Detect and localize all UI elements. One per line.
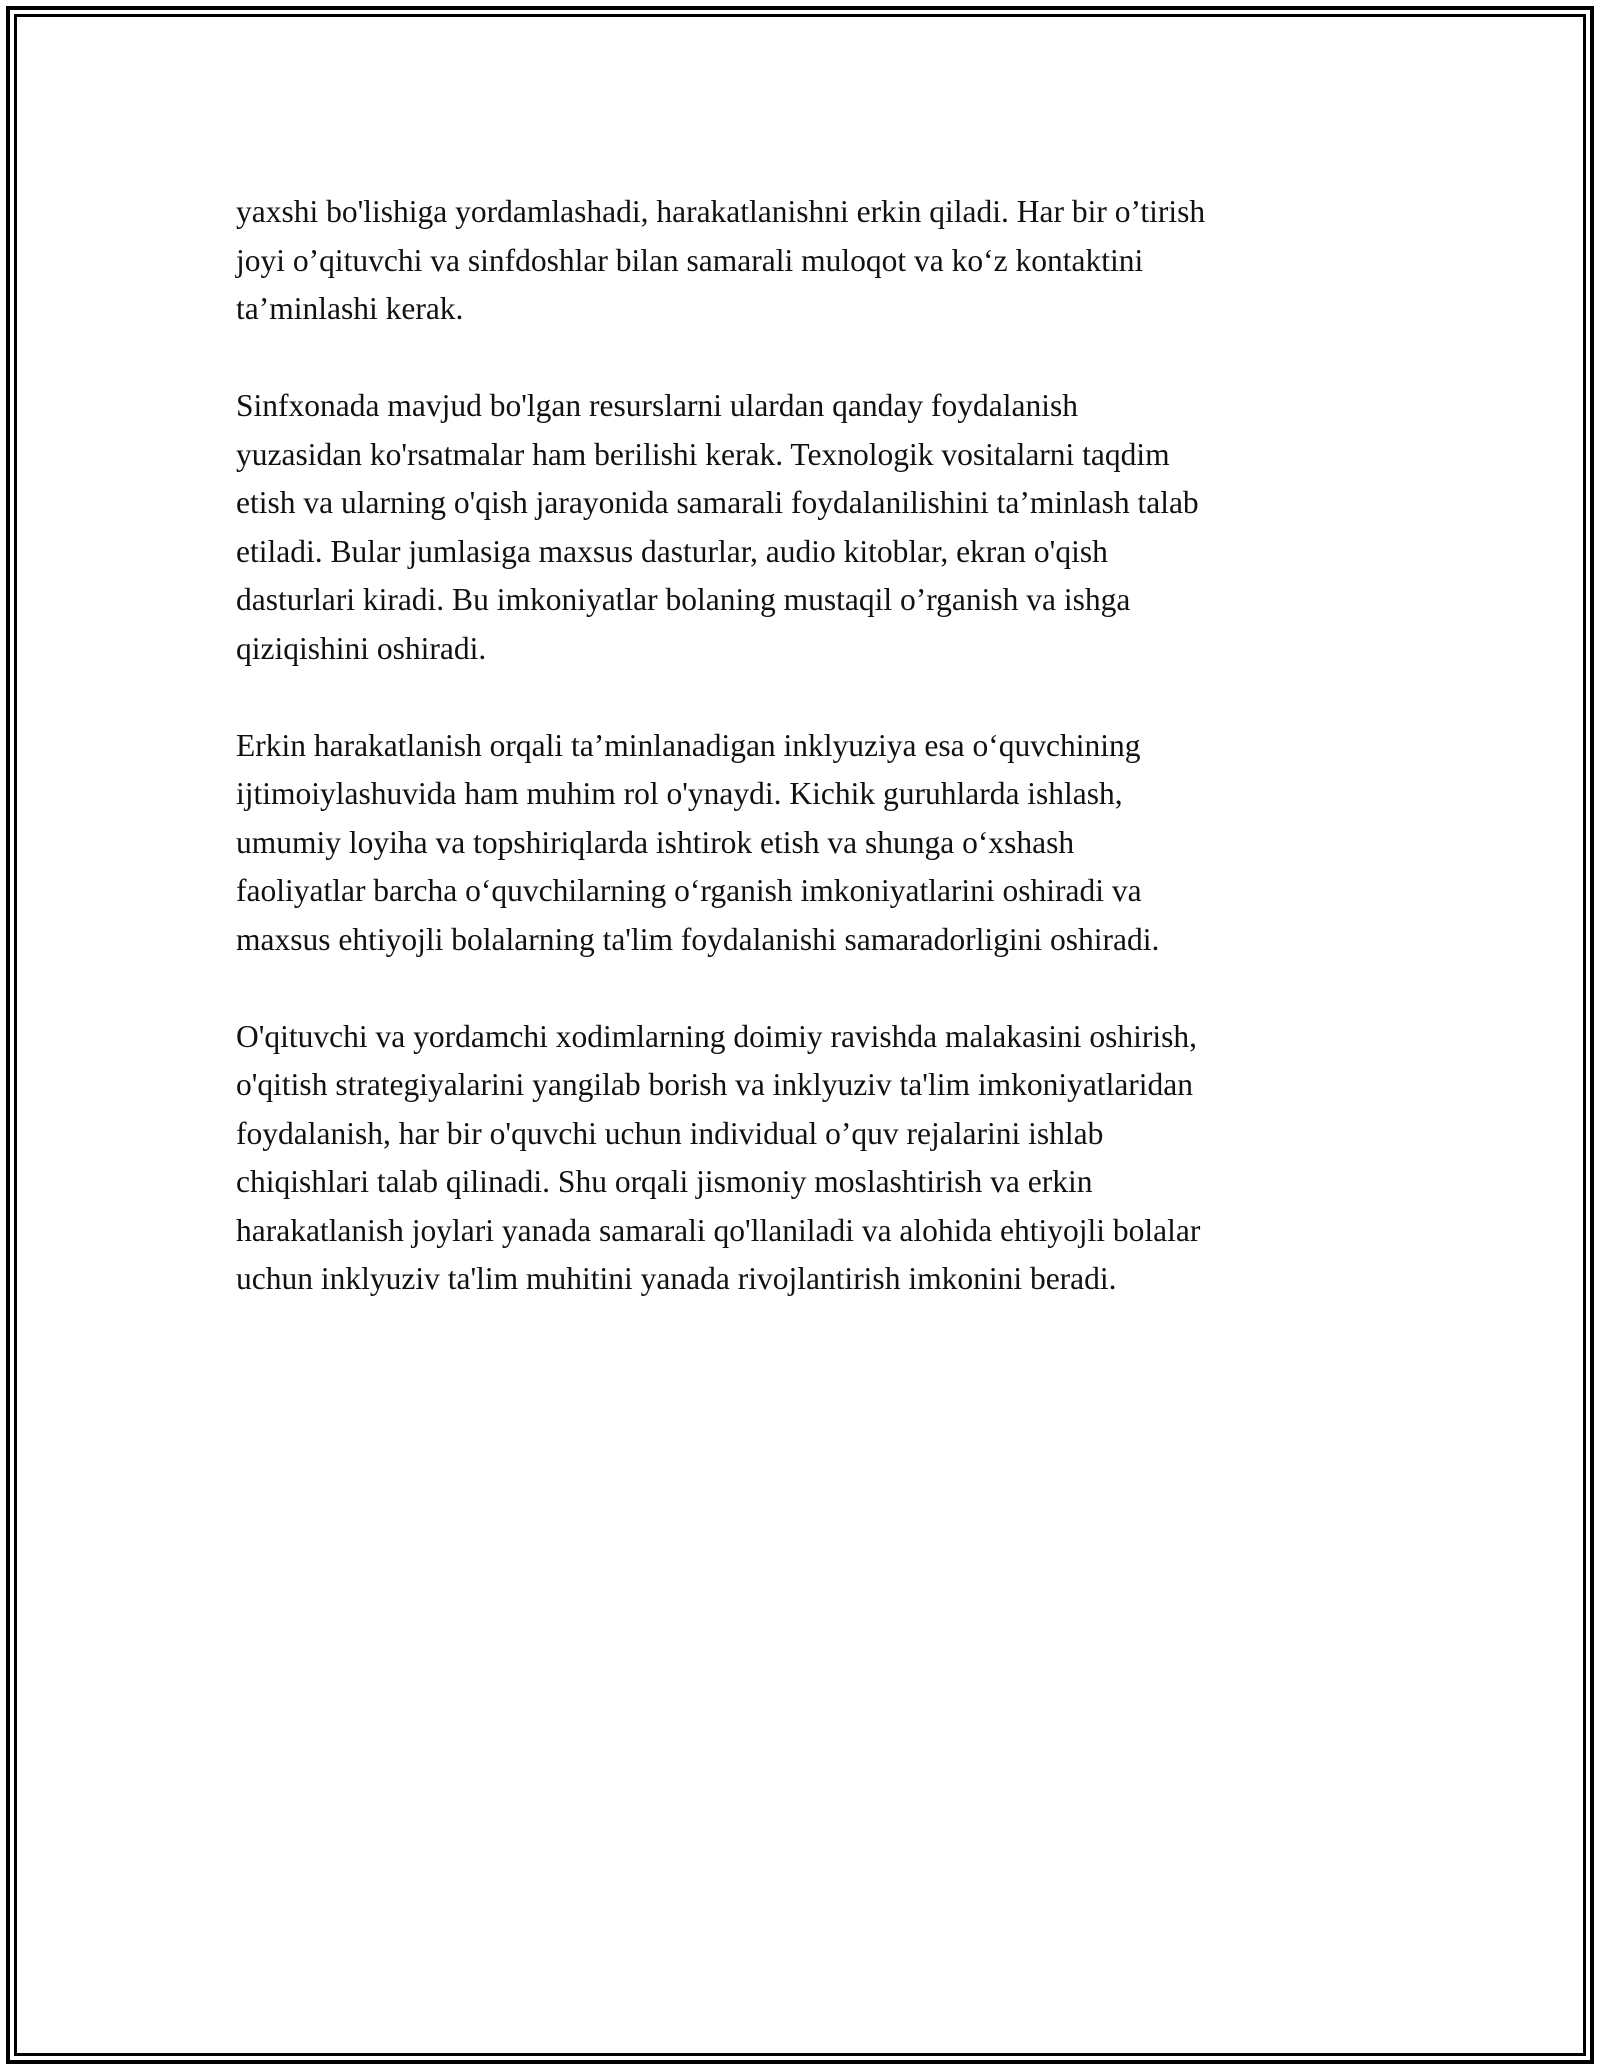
paragraph-2: Sinfxonada mavjud bo'lgan resurslarni ulardan qanday foydalanish yuzasidan ko'rsatmalar ham berilishi kerak. Texnologik vositalarni taqdim etish va ularning o'qish jarayonida samarali foydalanilishini ta’minlash talab etiladi. Bular jumlasiga maxsus dasturlar, audio kitoblar, ekran o'qish dasturlari kiradi. Bu imkoniyatlar bolaning mustaqil o’rganish va ishga qiziqishini oshiradi. xyxy=(236,388,1199,666)
document-body xyxy=(236,188,1386,1352)
paragraph-1: yaxshi bo'lishiga yordamlashadi, harakatlanishni erkin qiladi. Har bir o’tirish joyi o’qituvchi va sinfdoshlar bilan samarali muloqot va ko‘z kontaktini ta’minlashi kerak. xyxy=(236,194,1206,326)
paragraph-4: O'qituvchi va yordamchi xodimlarning doimiy ravishda malakasini oshirish, o'qitish strategiyalarini yangilab borish va inklyuziv ta'lim imkoniyatlaridan foydalanish, har bir o'quvchi uchun individual o’quv rejalarini ishlab chiqishlari talab qilinadi. Shu orqali jismoniy moslashtirish va erkin harakatlanish joylari yanada samarali qo'llaniladi va alohida ehtiyojli bolalar uchun inklyuziv ta'lim muhitini yanada rivojlantirish imkonini beradi. xyxy=(236,1018,1201,1296)
paragraph-3: Erkin harakatlanish orqali ta’minlanadigan inklyuziya esa o‘quvchining ijtimoiylashuvida ham muhim rol o'ynaydi. Kichik guruhlarda ishlash, umumiy loyiha va topshiriqlarda ishtirok etish va shunga o‘xshash faoliyatlar barcha o‘quvchilarning o‘rganish imkoniyatlarini oshiradi va maxsus ehtiyojli bolalarning ta'lim foydalanishi samaradorligini oshiradi. xyxy=(236,727,1160,957)
